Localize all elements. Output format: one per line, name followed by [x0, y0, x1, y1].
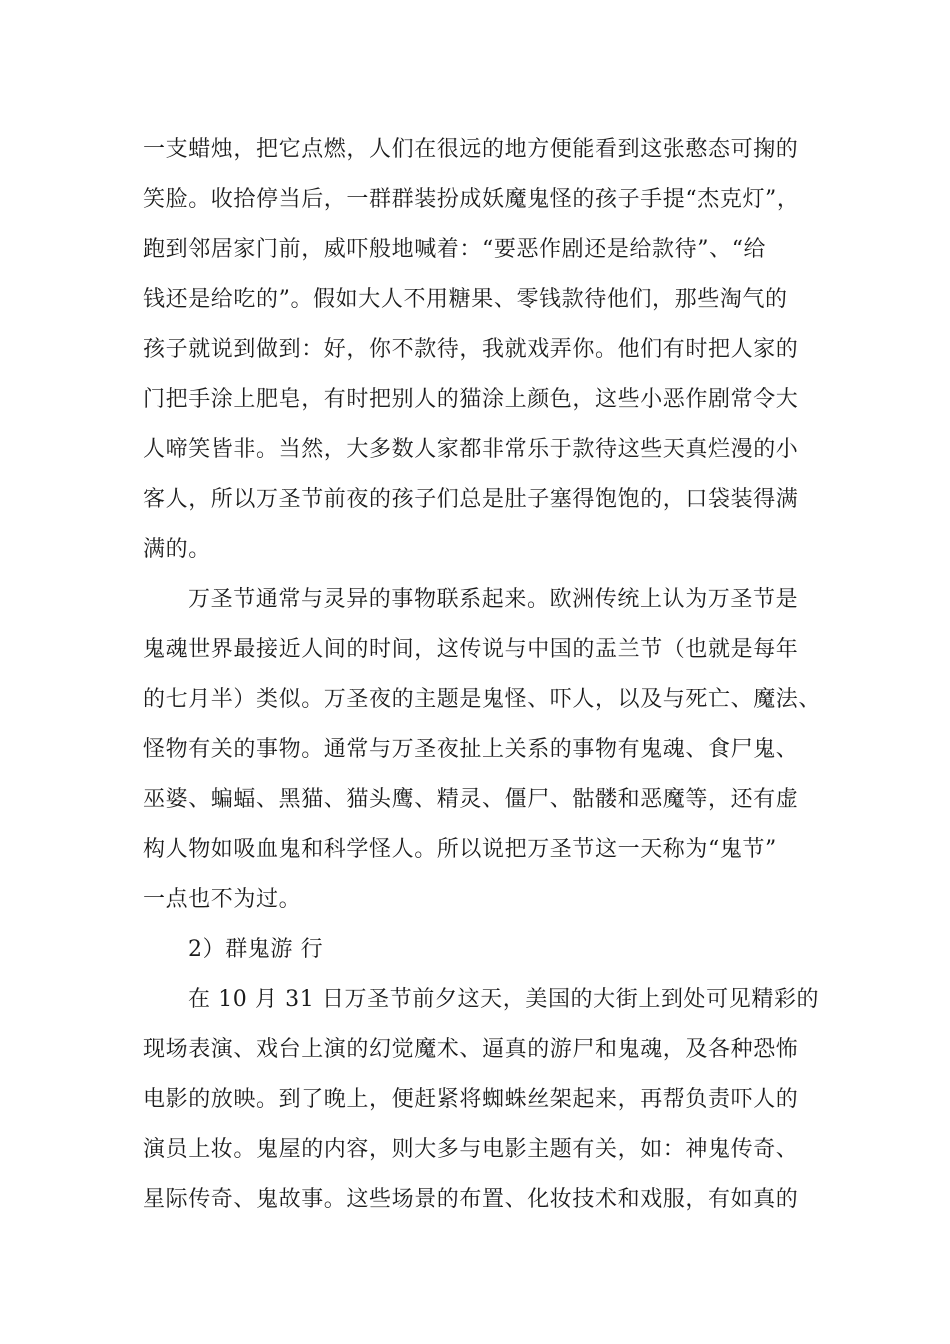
- paragraph-2-line-3: 的七月半）类似。万圣夜的主题是鬼怪、吓人，以及与死亡、魔法、: [143, 687, 822, 712]
- paragraph-1-line-8: 客人，所以万圣节前夜的孩子们总是肚子塞得饱饱的，口袋装得满: [143, 487, 799, 512]
- paragraph-3-line-3: 电影的放映。到了晚上，便赶紧将蜘蛛丝架起来，再帮负责吓人的: [143, 1087, 799, 1112]
- paragraph-1-line-5: 孩子就说到做到：好，你不款待，我就戏弄你。他们有时把人家的: [143, 337, 799, 362]
- paragraph-1-line-3: 跑到邻居家门前，威吓般地喊着：“要恶作剧还是给款待”、“给: [143, 237, 767, 262]
- paragraph-2-line-4: 怪物有关的事物。通常与万圣夜扯上关系的事物有鬼魂、食尸鬼、: [143, 737, 799, 762]
- paragraph-2-line-6: 构人物如吸血鬼和科学怪人。所以说把万圣节这一天称为“鬼节”: [143, 837, 777, 862]
- section-heading: 2）群鬼游 行: [188, 937, 324, 962]
- paragraph-2-line-5: 巫婆、蝙蝠、黑猫、猫头鹰、精灵、僵尸、骷髅和恶魔等，还有虚: [143, 787, 799, 812]
- paragraph-1-line-4: 钱还是给吃的”。假如大人不用糖果、零钱款待他们，那些淘气的: [143, 287, 788, 312]
- paragraph-3-line-2: 现场表演、戏台上演的幻觉魔术、逼真的游尸和鬼魂，及各种恐怖: [143, 1037, 799, 1062]
- paragraph-2-line-2: 鬼魂世界最接近人间的时间，这传说与中国的盂兰节（也就是每年: [143, 637, 799, 662]
- paragraph-3-line-4: 演员上妆。鬼屋的内容，则大多与电影主题有关，如：神鬼传奇、: [143, 1137, 799, 1162]
- paragraph-3-line-5: 星际传奇、鬼故事。这些场景的布置、化妆技术和戏服，有如真的: [143, 1187, 799, 1212]
- paragraph-2-line-7: 一点也不为过。: [143, 887, 302, 912]
- paragraph-1-line-1: 一支蜡烛，把它点燃，人们在很远的地方便能看到这张憨态可掬的: [143, 137, 799, 162]
- paragraph-2-line-1: 万圣节通常与灵异的事物联系起来。欧洲传统上认为万圣节是: [188, 587, 799, 612]
- paragraph-1-line-7: 人啼笑皆非。当然，大多数人家都非常乐于款待这些天真烂漫的小: [143, 437, 799, 462]
- paragraph-3-line-1: 在 10 月 31 日万圣节前夕这天，美国的大街上到处可见精彩的: [188, 987, 820, 1012]
- paragraph-1-line-6: 门把手涂上肥皂，有时把别人的猫涂上颜色，这些小恶作剧常令大: [143, 387, 799, 412]
- paragraph-1-line-9: 满的。: [143, 537, 211, 562]
- paragraph-1-line-2: 笑脸。收拾停当后，一群群装扮成妖魔鬼怪的孩子手提“杰克灯”，: [143, 187, 800, 212]
